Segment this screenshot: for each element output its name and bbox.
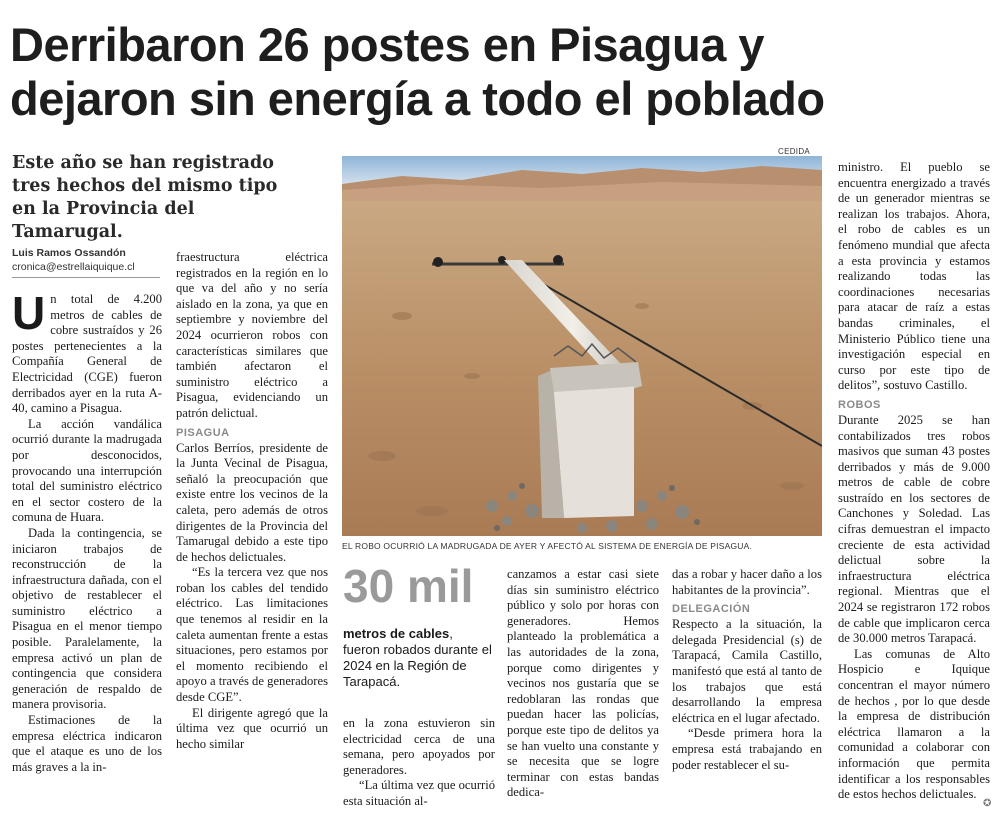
article-column-2 xyxy=(176,250,328,752)
paragraph: “Es la tercera vez que nos roban los cables del tendido eléctrico. Las limitaciones que tenemos al residir en la caleta aumentan frente a estas situaciones, pero estamos por el momento recibiendo el apoyo a través de generadores desde CGE”. xyxy=(176,565,328,705)
paragraph: das a robar y hacer daño a los habitantes de la provincia”. xyxy=(672,567,822,597)
paragraph: en la zona estuvieron sin electricidad cerca de una semana, pero apoyados por generadores. xyxy=(343,716,495,777)
photo-fallen-power-pole xyxy=(342,156,822,536)
highlight-number: 30 mil xyxy=(343,560,474,612)
article-column-4 xyxy=(507,567,659,801)
paragraph: Dada la contingencia, se iniciaron trabajos de reconstrucción de la infraestructura dañada, con el objetivo de restablecer el suministro eléctrico a Pisagua en el menor tiempo posible. Paralelamente, la empresa activó un plan de contingencia que considera generación de respaldo de manera provisoria. xyxy=(12,525,162,712)
paragraph: ministro. El pueblo se encuentra energizado a través de un generador mientras se realizan los trabajos. Ahora, el robo de cables es un fenómeno mundial que afecta a esta provincia y estamos realizando todas las coordinaciones necesarias para atacar de raíz a estas bandas criminales, el Ministerio Público tiene una investigación especial en curso por este tipo de delitos”, sostuvo Castillo. xyxy=(838,160,990,393)
headline-line-2: dejaron sin energía a todo el poblado xyxy=(10,72,825,125)
paragraph: “La última vez que ocurrió esta situación al- xyxy=(343,778,495,808)
highlight-text-rest: , fueron robados durante el 2024 en la Región de Tarapacá. xyxy=(343,626,492,689)
paragraph: Carlos Berríos, presidente de la Junta Vecinal de Pisagua, señaló la preocupación que existe entre los vecinos de la caleta, pero además de otros dirigentes de la Provincia del Tamarugal debido a este tipo de hechos delictuales. xyxy=(176,440,328,564)
paragraph: canzamos a estar casi siete días sin suministro eléctrico público y solo por horas con generadores. Hemos planteado la problemática a las autoridades de la zona, porque como dirigentes y vecinos nos gustaría que se redoblaran las rondas que puedan hacer las policías, porque este tipo de delitos ya se han vuelto una constante y se necesita que se logre terminar con estas bandas dedica- xyxy=(507,567,659,800)
headline xyxy=(10,18,990,126)
subheading-pisagua: PISAGUA xyxy=(176,426,230,439)
byline-author: Luis Ramos Ossandón xyxy=(12,247,126,259)
byline-divider xyxy=(12,277,160,278)
subheading-robos: ROBOS xyxy=(838,398,881,411)
byline-email[interactable]: cronica@estrellaiquique.cl xyxy=(12,261,135,273)
paragraph: “Desde primera hora la empresa está trabajando en poder restablecer el su- xyxy=(672,726,822,772)
lead-paragraph: Un total de 4.200 metros de cables de cobre sustraídos y 26 postes pertenecientes a la Compañía General de Electricidad (CGE) fueron derribados ayer en la ruta A-40, camino a Pisagua. xyxy=(12,287,162,416)
photo-credit: CEDIDA xyxy=(778,147,811,156)
paragraph: Estimaciones de la empresa eléctrica indicaron que el ataque es uno de los más graves a la in- xyxy=(12,713,162,774)
drop-cap: U xyxy=(12,287,46,339)
paragraph: Respecto a la situación, la delegada Presidencial (s) de Tarapacá, Camila Castillo, manifestó que está al tanto de los trabajos que está desarrollando la empresa eléctrica en el lugar afectado. xyxy=(672,617,822,725)
paragraph: La acción vandálica ocurrió durante la madrugada por desconocidos, provocando una interrupción total del suministro eléctrico en el sector costero de la comuna de Huara. xyxy=(12,416,162,525)
highlight-text xyxy=(343,626,493,690)
article-column-3 xyxy=(343,716,495,810)
headline-line-1: Derribaron 26 postes en Pisagua y xyxy=(10,18,765,71)
photo-caption: EL ROBO OCURRIÓ LA MADRUGADA DE AYER Y AFECTÓ AL SISTEMA DE ENERGÍA DE PISAGUA. xyxy=(342,541,753,551)
paragraph: fraestructura eléctrica registrados en la región en lo que va del año y no sería aislado en la zona, ya que en septiembre y noviembre del 2024 ocurrieron robos con características similares que también afectaron el suministro eléctrico a Pisagua, evidenciando un patrón delictual. xyxy=(176,250,328,420)
news-photo xyxy=(342,156,822,536)
article-column-1 xyxy=(12,287,162,775)
paragraph: Durante 2025 se han contabilizados tres robos masivos que suman 43 postes derribados y más de 9.000 metros de cable de cobre sustraído en los sectores de Canchones y Soledad. Las cifras demuestran el impacto creciente de esta actividad delictual sobre la infraestructura eléctrica regional. Mientras que el 2024 se registraron 172 robos de cable que implicaron cerca de 30.000 metros Tarapacá. xyxy=(838,412,990,646)
end-mark-icon: ✪ xyxy=(983,798,992,809)
highlight-text-bold: metros de cables xyxy=(343,626,450,641)
paragraph: Las comunas de Alto Hospicio e Iquique concentran el mayor número de hechos , por lo que desde la empresa de distribución eléctrica llamaron a la comunidad a colaborar con información que permita identificar a los responsables de estos hechos delictuales. xyxy=(838,646,990,802)
article-column-6 xyxy=(838,160,990,803)
paragraph: El dirigente agregó que la última vez que ocurrió un hecho similar xyxy=(176,705,328,751)
article-column-5 xyxy=(672,567,822,773)
deck-summary: Este año se han registrado tres hechos del mismo tipo en la Provincia del Tamarugal. xyxy=(12,153,278,242)
subheading-delegacion: DELEGACIÓN xyxy=(672,603,751,616)
byline xyxy=(12,246,162,274)
